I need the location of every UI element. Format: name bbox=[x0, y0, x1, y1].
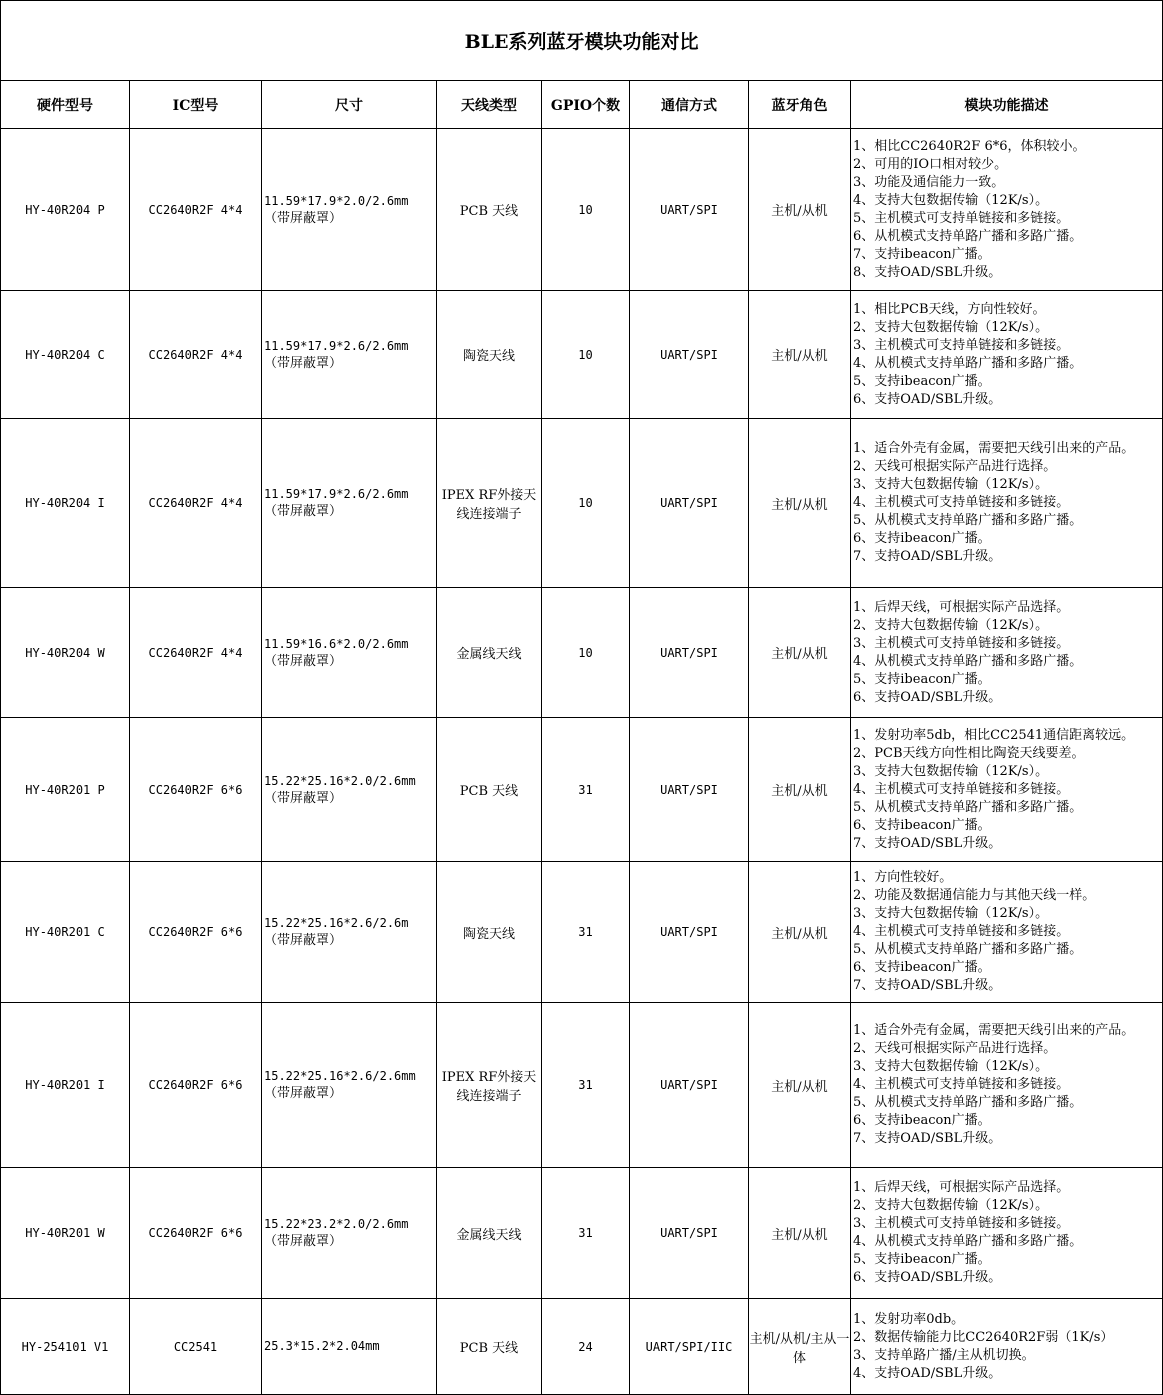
cell-size bbox=[262, 1299, 437, 1395]
cell-size bbox=[262, 718, 437, 862]
cell-desc bbox=[851, 291, 1163, 419]
desc-line: 4、支持OAD/SBL升级。 bbox=[853, 1365, 1002, 1381]
desc-line: 6、支持ibeacon广播。 bbox=[853, 817, 991, 833]
cell-gpio: 31 bbox=[542, 1168, 630, 1299]
cell-desc bbox=[851, 129, 1163, 291]
header-gpio: GPIO个数 bbox=[542, 81, 630, 129]
table-row bbox=[1, 129, 1163, 291]
cell-comm: UART/SPI bbox=[630, 1003, 749, 1168]
cell-model: HY-40R204 I bbox=[1, 419, 130, 588]
cell-antenna: PCB 天线 bbox=[437, 1299, 542, 1395]
cell-desc bbox=[851, 718, 1163, 862]
cell-ic: CC2640R2F 6*6 bbox=[130, 718, 262, 862]
cell-role: 主机/从机 bbox=[749, 419, 851, 588]
desc-line: 1、适合外壳有金属，需要把天线引出来的产品。 bbox=[853, 441, 1135, 456]
desc-line: 5、主机模式可支持单链接和多链接。 bbox=[853, 210, 1070, 226]
desc-line: 6、支持OAD/SBL升级。 bbox=[853, 391, 1002, 407]
desc-line: 2、天线可根据实际产品进行选择。 bbox=[853, 459, 1057, 474]
cell-gpio: 31 bbox=[542, 1003, 630, 1168]
cell-gpio: 10 bbox=[542, 588, 630, 718]
cell-role: 主机/从机 bbox=[749, 1168, 851, 1299]
desc-line: 6、支持OAD/SBL升级。 bbox=[853, 689, 1002, 705]
cell-comm: UART/SPI bbox=[630, 419, 749, 588]
cell-role: 主机/从机 bbox=[749, 588, 851, 718]
desc-line: 4、主机模式可支持单链接和多链接。 bbox=[853, 781, 1070, 797]
size-note: （带屏蔽罩） bbox=[264, 1086, 343, 1101]
size-note: （带屏蔽罩） bbox=[264, 1234, 343, 1249]
cell-role: 主机/从机 bbox=[749, 718, 851, 862]
cell-antenna: IPEX RF外接天线连接端子 bbox=[437, 1003, 542, 1168]
cell-ic: CC2640R2F 4*4 bbox=[130, 588, 262, 718]
cell-size bbox=[262, 862, 437, 1003]
cell-comm: UART/SPI bbox=[630, 862, 749, 1003]
desc-line: 1、后焊天线，可根据实际产品选择。 bbox=[853, 599, 1070, 615]
cell-size bbox=[262, 1168, 437, 1299]
size-note: （带屏蔽罩） bbox=[264, 210, 343, 226]
cell-ic: CC2640R2F 4*4 bbox=[130, 129, 262, 291]
cell-gpio: 10 bbox=[542, 419, 630, 588]
cell-size bbox=[262, 588, 437, 718]
cell-ic: CC2640R2F 4*4 bbox=[130, 419, 262, 588]
header-model: 硬件型号 bbox=[1, 81, 130, 129]
cell-model: HY-40R201 W bbox=[1, 1168, 130, 1299]
desc-line: 3、支持大包数据传输（12K/s）。 bbox=[853, 906, 1049, 921]
desc-line: 7、支持OAD/SBL升级。 bbox=[853, 835, 1002, 851]
header-antenna: 天线类型 bbox=[437, 81, 542, 129]
desc-line: 2、PCB天线方向性相比陶瓷天线要差。 bbox=[853, 745, 1085, 761]
cell-ic: CC2640R2F 4*4 bbox=[130, 291, 262, 419]
desc-line: 4、支持大包数据传输（12K/s）。 bbox=[853, 192, 1049, 208]
table-row bbox=[1, 1299, 1163, 1395]
cell-ic: CC2640R2F 6*6 bbox=[130, 1003, 262, 1168]
size-dimensions: 15.22*25.16*2.0/2.6mm bbox=[264, 773, 416, 788]
desc-line: 3、支持大包数据传输（12K/s）。 bbox=[853, 1059, 1049, 1074]
size-dimensions: 25.3*15.2*2.04mm bbox=[264, 1339, 380, 1353]
size-dimensions: 15.22*25.16*2.6/2.6mm bbox=[264, 1069, 416, 1083]
cell-ic: CC2541 bbox=[130, 1299, 262, 1395]
desc-line: 2、数据传输能力比CC2640R2F弱（1K/s） bbox=[853, 1329, 1114, 1345]
desc-line: 2、功能及数据通信能力与其他天线一样。 bbox=[853, 888, 1096, 903]
desc-line: 4、从机模式支持单路广播和多路广播。 bbox=[853, 355, 1083, 371]
table-row bbox=[1, 862, 1163, 1003]
desc-line: 6、从机模式支持单路广播和多路广播。 bbox=[853, 228, 1083, 244]
cell-desc bbox=[851, 1168, 1163, 1299]
cell-antenna: PCB 天线 bbox=[437, 718, 542, 862]
desc-line: 3、主机模式可支持单链接和多链接。 bbox=[853, 1216, 1070, 1231]
table-row bbox=[1, 291, 1163, 419]
desc-line: 2、天线可根据实际产品进行选择。 bbox=[853, 1041, 1057, 1056]
size-note: （带屏蔽罩） bbox=[264, 653, 343, 669]
cell-size bbox=[262, 1003, 437, 1168]
desc-line: 1、适合外壳有金属，需要把天线引出来的产品。 bbox=[853, 1023, 1135, 1038]
cell-desc bbox=[851, 1299, 1163, 1395]
cell-comm: UART/SPI bbox=[630, 718, 749, 862]
cell-model: HY-40R204 P bbox=[1, 129, 130, 291]
cell-comm: UART/SPI bbox=[630, 291, 749, 419]
size-note: （带屏蔽罩） bbox=[264, 504, 343, 519]
desc-line: 3、主机模式可支持单链接和多链接。 bbox=[853, 635, 1070, 651]
cell-size bbox=[262, 419, 437, 588]
desc-line: 6、支持ibeacon广播。 bbox=[853, 960, 991, 975]
cell-gpio: 10 bbox=[542, 291, 630, 419]
cell-comm: UART/SPI bbox=[630, 1168, 749, 1299]
header-row bbox=[1, 81, 1163, 129]
cell-ic: CC2640R2F 6*6 bbox=[130, 862, 262, 1003]
cell-gpio: 24 bbox=[542, 1299, 630, 1395]
cell-desc bbox=[851, 419, 1163, 588]
cell-model: HY-40R204 C bbox=[1, 291, 130, 419]
cell-role: 主机/从机/主从一体 bbox=[749, 1299, 851, 1395]
desc-line: 1、发射功率0db。 bbox=[853, 1311, 965, 1327]
cell-model: HY-40R201 P bbox=[1, 718, 130, 862]
desc-line: 3、功能及通信能力一致。 bbox=[853, 174, 1005, 190]
cell-ic: CC2640R2F 6*6 bbox=[130, 1168, 262, 1299]
desc-line: 4、从机模式支持单路广播和多路广播。 bbox=[853, 653, 1083, 669]
desc-line: 8、支持OAD/SBL升级。 bbox=[853, 264, 1002, 280]
desc-line: 4、主机模式可支持单链接和多链接。 bbox=[853, 924, 1070, 939]
desc-line: 5、从机模式支持单路广播和多路广播。 bbox=[853, 942, 1083, 957]
desc-line: 1、相比PCB天线，方向性较好。 bbox=[853, 301, 1046, 317]
desc-line: 3、支持大包数据传输（12K/s）。 bbox=[853, 477, 1049, 492]
table-row bbox=[1, 1003, 1163, 1168]
cell-role: 主机/从机 bbox=[749, 129, 851, 291]
desc-line: 1、后焊天线，可根据实际产品选择。 bbox=[853, 1180, 1070, 1195]
desc-line: 7、支持OAD/SBL升级。 bbox=[853, 1131, 1002, 1146]
desc-line: 6、支持ibeacon广播。 bbox=[853, 531, 991, 546]
desc-line: 2、可用的IO口相对较少。 bbox=[853, 156, 1008, 172]
size-dimensions: 11.59*16.6*2.0/2.6mm bbox=[264, 636, 409, 651]
desc-line: 7、支持OAD/SBL升级。 bbox=[853, 549, 1002, 564]
cell-model: HY-40R204 W bbox=[1, 588, 130, 718]
size-note: （带屏蔽罩） bbox=[264, 355, 343, 371]
header-size: 尺寸 bbox=[262, 81, 437, 129]
cell-antenna: IPEX RF外接天线连接端子 bbox=[437, 419, 542, 588]
size-dimensions: 15.22*23.2*2.0/2.6mm bbox=[264, 1217, 409, 1231]
cell-role: 主机/从机 bbox=[749, 1003, 851, 1168]
cell-comm: UART/SPI/IIC bbox=[630, 1299, 749, 1395]
cell-comm: UART/SPI bbox=[630, 129, 749, 291]
cell-antenna: 金属线天线 bbox=[437, 1168, 542, 1299]
cell-size bbox=[262, 291, 437, 419]
cell-gpio: 31 bbox=[542, 862, 630, 1003]
desc-line: 6、支持OAD/SBL升级。 bbox=[853, 1270, 1002, 1285]
header-ic: IC型号 bbox=[130, 81, 262, 129]
desc-line: 4、主机模式可支持单链接和多链接。 bbox=[853, 495, 1070, 510]
desc-line: 1、方向性较好。 bbox=[853, 870, 953, 885]
cell-antenna: 陶瓷天线 bbox=[437, 862, 542, 1003]
desc-line: 5、支持ibeacon广播。 bbox=[853, 373, 991, 389]
cell-antenna: 金属线天线 bbox=[437, 588, 542, 718]
cell-model: HY-40R201 C bbox=[1, 862, 130, 1003]
table-row bbox=[1, 419, 1163, 588]
table-row bbox=[1, 1168, 1163, 1299]
cell-antenna: PCB 天线 bbox=[437, 129, 542, 291]
desc-line: 5、从机模式支持单路广播和多路广播。 bbox=[853, 513, 1083, 528]
desc-line: 1、发射功率5db，相比CC2541通信距离较远。 bbox=[853, 727, 1135, 743]
cell-model: HY-40R201 I bbox=[1, 1003, 130, 1168]
desc-line: 6、支持ibeacon广播。 bbox=[853, 1113, 991, 1128]
desc-line: 7、支持OAD/SBL升级。 bbox=[853, 978, 1002, 993]
table-title: BLE系列蓝牙模块功能对比 bbox=[1, 1, 1163, 81]
size-dimensions: 15.22*25.16*2.6/2.6m bbox=[264, 916, 409, 930]
cell-desc bbox=[851, 588, 1163, 718]
cell-desc bbox=[851, 1003, 1163, 1168]
desc-line: 3、支持单路广播/主从机切换。 bbox=[853, 1347, 1035, 1363]
header-comm: 通信方式 bbox=[630, 81, 749, 129]
desc-line: 2、支持大包数据传输（12K/s）。 bbox=[853, 319, 1049, 335]
table-row bbox=[1, 588, 1163, 718]
cell-model: HY-254101 V1 bbox=[1, 1299, 130, 1395]
header-role: 蓝牙角色 bbox=[749, 81, 851, 129]
cell-gpio: 10 bbox=[542, 129, 630, 291]
cell-gpio: 31 bbox=[542, 718, 630, 862]
desc-line: 4、从机模式支持单路广播和多路广播。 bbox=[853, 1234, 1083, 1249]
size-dimensions: 11.59*17.9*2.0/2.6mm bbox=[264, 193, 409, 208]
desc-line: 7、支持ibeacon广播。 bbox=[853, 246, 991, 262]
header-desc: 模块功能描述 bbox=[851, 81, 1163, 129]
desc-line: 3、支持大包数据传输（12K/s）。 bbox=[853, 763, 1049, 779]
desc-line: 5、支持ibeacon广播。 bbox=[853, 671, 991, 687]
size-dimensions: 11.59*17.9*2.6/2.6mm bbox=[264, 338, 409, 353]
cell-comm: UART/SPI bbox=[630, 588, 749, 718]
cell-role: 主机/从机 bbox=[749, 291, 851, 419]
cell-size bbox=[262, 129, 437, 291]
cell-role: 主机/从机 bbox=[749, 862, 851, 1003]
cell-antenna: 陶瓷天线 bbox=[437, 291, 542, 419]
size-note: （带屏蔽罩） bbox=[264, 933, 343, 948]
cell-desc bbox=[851, 862, 1163, 1003]
desc-line: 5、从机模式支持单路广播和多路广播。 bbox=[853, 1095, 1083, 1110]
size-note: （带屏蔽罩） bbox=[264, 790, 343, 806]
desc-line: 5、从机模式支持单路广播和多路广播。 bbox=[853, 799, 1083, 815]
desc-line: 2、支持大包数据传输（12K/s）。 bbox=[853, 617, 1049, 633]
desc-line: 2、支持大包数据传输（12K/s）。 bbox=[853, 1198, 1049, 1213]
desc-line: 4、主机模式可支持单链接和多链接。 bbox=[853, 1077, 1070, 1092]
table-row bbox=[1, 718, 1163, 862]
size-dimensions: 11.59*17.9*2.6/2.6mm bbox=[264, 487, 409, 501]
desc-line: 3、主机模式可支持单链接和多链接。 bbox=[853, 337, 1070, 353]
desc-line: 1、相比CC2640R2F 6*6，体积较小。 bbox=[853, 138, 1086, 154]
desc-line: 5、支持ibeacon广播。 bbox=[853, 1252, 991, 1267]
